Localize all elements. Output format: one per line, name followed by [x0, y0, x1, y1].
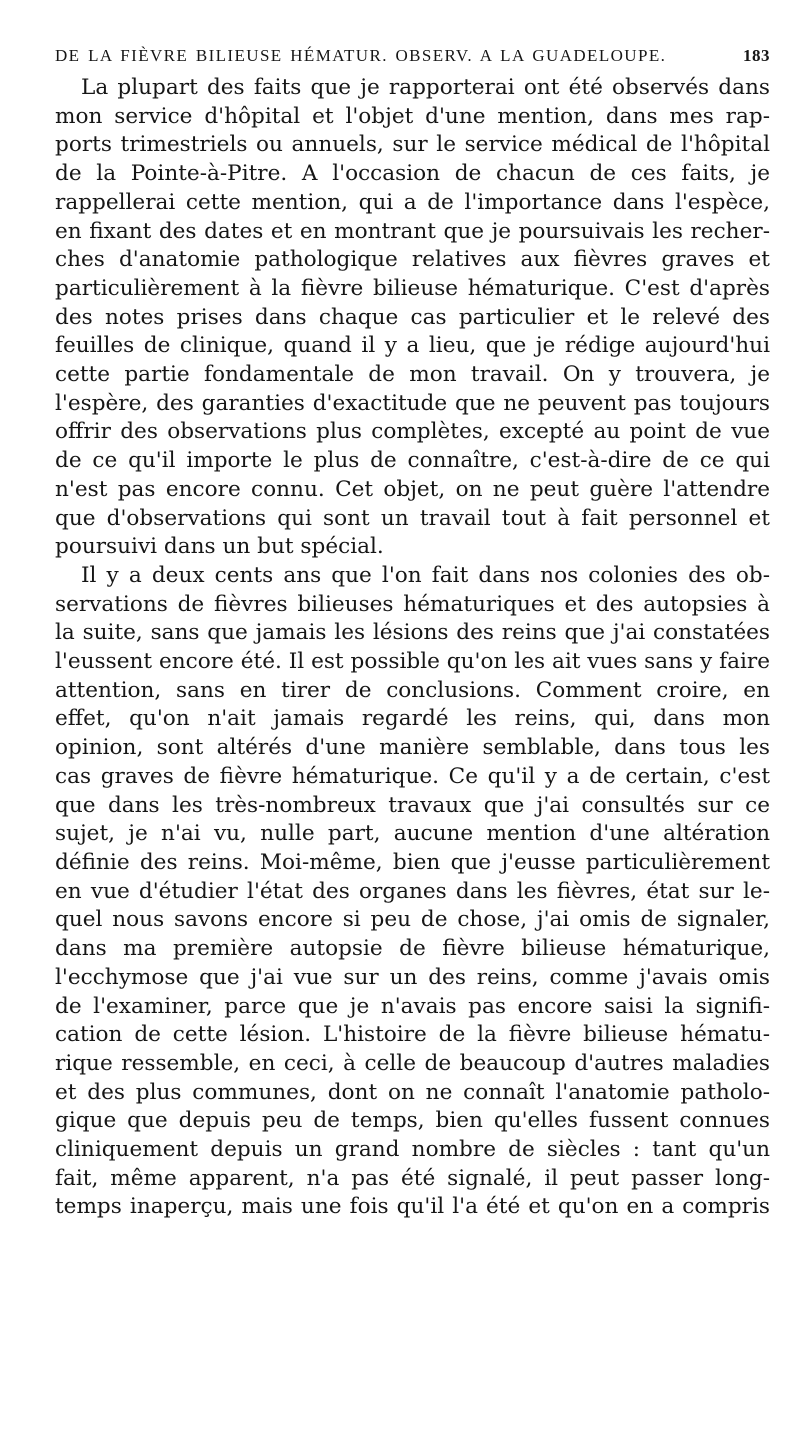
text-line: l'espère, des garanties d'exactitude que ne peuvent pas toujours — [55, 390, 770, 416]
text-line: fait, même apparent, n'a pas été signalé, il peut passer long- — [55, 1165, 770, 1191]
paragraph-1 — [55, 74, 770, 562]
text-line: servations de fièvres bilieuses hématuriques et des autopsies à — [55, 591, 770, 617]
text-line: de l'examiner, parce que je n'avais pas encore saisi la signifi- — [55, 993, 770, 1019]
text-line: en vue d'étudier l'état des organes dans les fièvres, état sur le- — [55, 878, 770, 904]
text-line: rique ressemble, en ceci, à celle de beaucoup d'autres maladies — [55, 1050, 770, 1076]
paragraph-2 — [55, 562, 770, 1222]
book-page — [55, 46, 770, 1222]
text-line: la suite, sans que jamais les lésions des reins que j'ai constatées — [55, 620, 770, 646]
text-line: cas graves de fièvre hématurique. Ce qu'il y a de certain, c'est — [55, 763, 770, 789]
text-line: sujet, je n'ai vu, nulle part, aucune mention d'une altération — [55, 821, 770, 847]
text-line: particulièrement à la fièvre bilieuse hématurique. C'est d'après — [55, 275, 770, 301]
text-line: effet, qu'on n'ait jamais regardé les reins, qui, dans mon — [55, 706, 770, 732]
text-line: dans ma première autopsie de fièvre bilieuse hématurique, — [55, 936, 770, 962]
page-number: 183 — [743, 46, 770, 65]
text-line: attention, sans en tirer de conclusions. Comment croire, en — [55, 677, 770, 703]
text-line: en fixant des dates et en montrant que je poursuivais les recher- — [55, 218, 770, 244]
text-line: de la Pointe-à-Pitre. A l'occasion de chacun de ces faits, je — [55, 161, 770, 187]
text-line: n'est pas encore connu. Cet objet, on ne peut guère l'attendre — [55, 476, 770, 502]
text-line: gique que depuis peu de temps, bien qu'elles fussent connues — [55, 1108, 770, 1134]
body-text — [55, 74, 770, 1222]
text-line: opinion, sont altérés d'une manière semblable, dans tous les — [55, 735, 770, 761]
text-line: cation de cette lésion. L'histoire de la fièvre bilieuse hématu- — [55, 1022, 770, 1048]
text-line: l'eussent encore été. Il est possible qu'on les ait vues sans y faire — [55, 649, 770, 675]
text-line: poursuivi dans un but spécial. — [55, 534, 384, 560]
text-line: définie des reins. Moi-même, bien que j'eusse particulièrement — [55, 849, 770, 875]
text-line: quel nous savons encore si peu de chose, j'ai omis de signaler, — [55, 907, 770, 933]
text-line: de ce qu'il importe le plus de connaître, c'est-à-dire de ce qui — [55, 448, 770, 474]
text-line: mon service d'hôpital et l'objet d'une mention, dans mes rap- — [55, 103, 770, 129]
text-line: que dans les très-nombreux travaux que j'ai consultés sur ce — [55, 792, 770, 818]
running-head — [55, 46, 770, 66]
text-line: ches d'anatomie pathologique relatives aux fièvres graves et — [55, 247, 770, 273]
text-line: La plupart des faits que je rapporterai ont été observés dans — [81, 75, 770, 100]
text-line: que d'observations qui sont un travail tout à fait personnel et — [55, 505, 770, 531]
text-line: feuilles de clinique, quand il y a lieu, que je rédige aujourd'hui — [55, 333, 770, 359]
text-line: rappellerai cette mention, qui a de l'importance dans l'espèce, — [55, 189, 770, 215]
text-line: temps inaperçu, mais une fois qu'il l'a été et qu'on en a compris — [55, 1194, 770, 1220]
text-line: l'ecchymose que j'ai vue sur un des reins, comme j'avais omis — [55, 964, 770, 990]
text-line: cette partie fondamentale de mon travail. On y trouvera, je — [55, 362, 770, 388]
text-line: cliniquement depuis un grand nombre de siècles : tant qu'un — [55, 1137, 770, 1163]
text-line: des notes prises dans chaque cas particulier et le relevé des — [55, 304, 770, 330]
text-line: Il y a deux cents ans que l'on fait dans nos colonies des ob- — [81, 562, 770, 588]
text-line: ports trimestriels ou annuels, sur le service médical de l'hôpital — [55, 132, 770, 158]
running-head-title: DE LA FIÈVRE BILIEUSE HÉMATUR. OBSERV. A LA GUADELOUPE. — [55, 46, 667, 65]
text-line: et des plus communes, dont on ne connaît l'anatomie patholo- — [55, 1079, 770, 1105]
text-line: offrir des observations plus complètes, excepté au point de vue — [55, 419, 770, 445]
